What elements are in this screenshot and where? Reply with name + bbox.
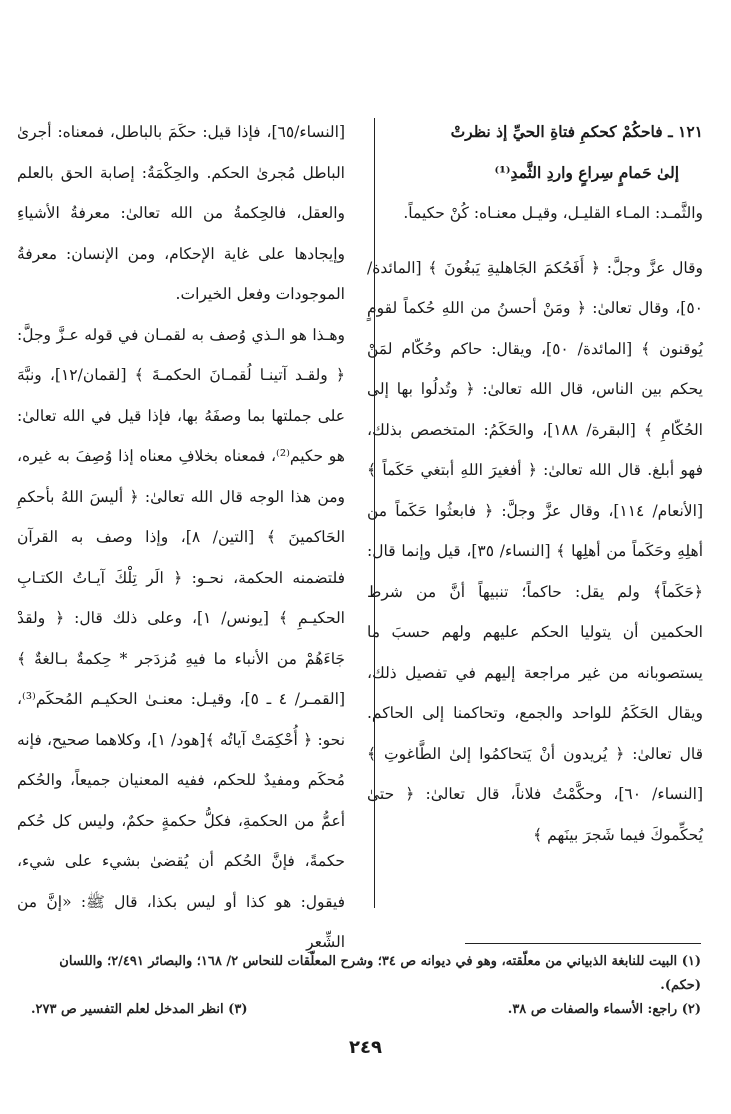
- footnote-row: [31, 998, 701, 1022]
- body-paragraph: وهـذا هو الـذي وُصف به لقمـان في قوله عـزَّ وجلَّ: ﴿ ولقـد آتينـا لُقمـانَ الحكمـةَ ﴾ [لقمان/١٢]، ونبَّهَ على جملتها بما وصفَهُ بها، فإذا قيل في الله تعالىٰ: هو حكيم⁽²⁾، فمعناه بخلافِ معناه إذا وُصِفَ به غيره، ومن هذا الوجه قال الله تعالىٰ: ﴿ أليسَ اللهُ بأحكمِ الحَاكمينَ ﴾ [التين/ ٨]، وإذا وصف به القرآن فلتضمنه الحكمة، نحـو: ﴿ الَر تِلْكَ آيـاتُ الكتـابِ الحكيـمِ ﴾ [يونس/ ١]، وعلى ذلك قال: ﴿ ولقدْ جَاءَهُمْ من الأنباء ما فيهِ مُزدَجر * حِكمةٌ بـالغةٌ ﴾ [القمـر/ ٤ ـ ٥]، وقيـل: معنـىٰ الحكيـم المُحكَم⁽³⁾، نحو: ﴿ أُحْكِمَتْ آياتُه ﴾[هود/ ١]، وكلاهما صحيح، فإنه مُحكَم ومفيدٌ للحكم، ففيه المعنيان جميعاً، والحُكم أعمُّ من الحكمةِ، فكلُّ حكمةٍ حكمٌ، وليس كل حُكم حكمةً، فإنَّ الحُكم أن يُقضىٰ بشيء على شيء، فيقول: هو كذا أو ليس بكذا، قال ﷺ: «إنَّ من الشِّعرِ: [17, 325, 346, 951]
- paragraph-gap: [367, 234, 703, 248]
- left-column: [17, 112, 346, 951]
- footnotes: [31, 950, 701, 1022]
- footnote-2: (٢) راجع: الأسماء والصفات ص ٣٨.: [507, 1002, 701, 1017]
- body-paragraph: وقال عزَّ وجلَّ: ﴿ أَفَحُكمَ الجَاهليةِ يَبغُونَ ﴾ [المائدة/ ٥٠]، وقال تعالىٰ: ﴿ ومَنْ أحسنُ من اللهِ حُكماً لقومٍ يُوقنون ﴾ [المائدة/ ٥٠]، ويقال: حاكم وحُكّام لمَنْ يحكم بين الناس، قال الله تعالىٰ: ﴿ وتُدلُوا بها إلى الحُكّامِ ﴾ [البقرة/ ١٨٨]، والحَكَمُ: المتخصص بذلك، فهو أبلغ. قال الله تعالىٰ: ﴿ أفغيرَ اللهِ أبتغي حَكَماً ﴾ [الأنعام/ ١١٤]، وقال عزَّ وجلَّ: ﴿ فابعثُوا حَكَماً من أهلِهِ وحَكَماً من أهلِها ﴾ [النساء/ ٣٥]، قيل وإنما قال: ﴿حَكَماً﴾ ولم يقل: حاكماً؛ تنبيهاً أنَّ من شرط الحكمين أن يتوليا الحكم عليهم ولهم حسبَ ما يستصوبانه من غير مراجعة إليهم في تفصيل ذلك، ويقال الحَكَمُ للواحد والجمع، وتحاكمنا إلى الحاكم. قال تعالىٰ: ﴿ يُريدون أنْ يَتحاكمُوا إلىٰ الطَّاغوتِ ﴾ [النساء/ ٦٠]، وحكَّمْتُ فلاناً، قال تعالىٰ: ﴿ حتىٰ يُحكِّموكَ فيما شَجرَ بينَهم ﴾: [367, 258, 703, 844]
- poem-verse-first-hemistich: ١٢١ ـ فاحكُمْ كحكمِ فتاةِ الحيِّ إذ نظرتْ: [450, 122, 703, 141]
- gloss-paragraph: والثَّمـد: المـاء القليـل، وقيـل معنـاه: كُنْ حكيماً.: [403, 204, 703, 222]
- footnote-1: (١) البيت للنابغة الذبياني من معلّقته، وهو في ديوانه ص ٣٤؛ وشرح المعلّقات للنحاس ٢/ ١٦٨؛ والبصائر ٢/٤٩١؛ واللسان (حكم).: [59, 954, 701, 993]
- column-divider: [374, 118, 375, 908]
- footnote-3: (٣) انظر المدخل لعلم التفسير ص ٢٧٣.: [31, 1002, 248, 1017]
- body-paragraph: [النساء/٦٥]، فإذا قيل: حكَمَ بالباطل، فمعناه: أجرىٰ الباطل مُجرىٰ الحكم. والحِكْمَةُ: إصابة الحق بالعلم والعقل، فالحِكمةُ من الله تعالىٰ: معرفةُ الأشياءِ وإيجادها على غاية الإحكام، ومن الإنسان: معرفةُ الموجودات وفعل الخيرات.: [17, 123, 345, 303]
- right-column: [367, 112, 703, 912]
- footnote-rule: [465, 943, 701, 944]
- poem-verse-second-hemistich: إلىٰ حَمامٍ سِراعٍ واردِ الثَّمدِ⁽¹⁾: [494, 162, 679, 182]
- page-number: ٢٤٩: [349, 1037, 382, 1058]
